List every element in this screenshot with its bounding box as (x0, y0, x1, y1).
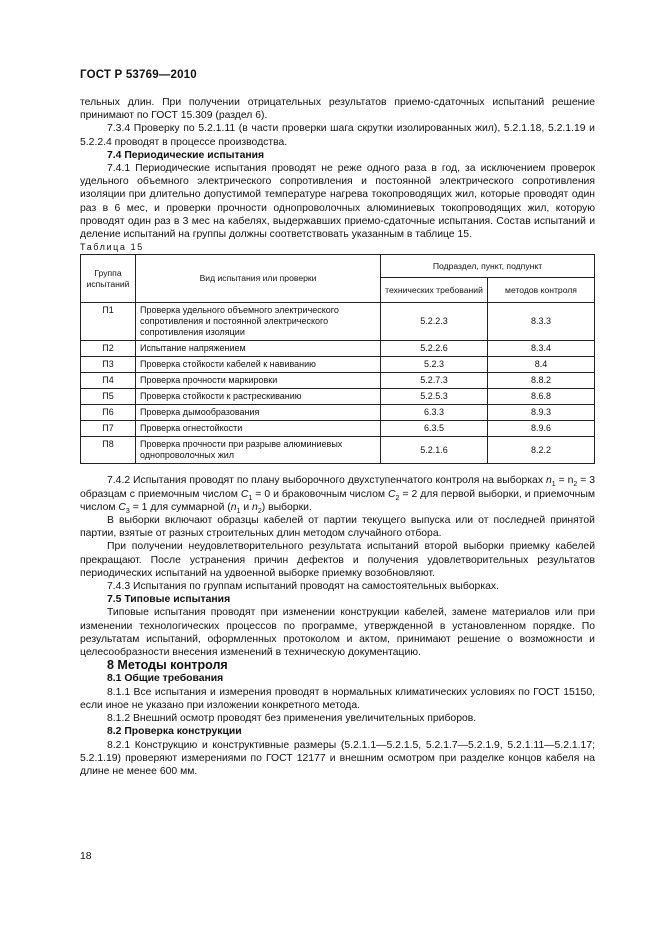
paragraph-7-3-4: 7.3.4 Проверку по 5.2.1.11 (в части проверки шага скрутки изолированных жил), 5.2.1.18, 5.2.1.19 и 5.2.2.4 проводят в процессе производства. (80, 123, 595, 148)
cell-method: 8.9.6 (488, 421, 595, 437)
cell-group: П6 (81, 405, 136, 421)
cell-group: П8 (81, 437, 136, 464)
cell-group: П1 (81, 303, 136, 341)
table-row (81, 341, 595, 357)
table-row (81, 373, 595, 389)
cell-tech: 5.2.3 (381, 357, 488, 373)
cell-method: 8.6.8 (488, 389, 595, 405)
paragraph-8-2-1: 8.2.1 Конструкцию и конструктивные размеры (5.2.1.1—5.2.1.5, 5.2.1.7—5.2.1.9, 5.2.1.11—5.2.1.17; 5.2.1.19) проверяют измерениями по ГОСТ 12177 и внешним осмотром при разделке концов кабеля на длине не менее 600 мм. (80, 739, 595, 777)
cell-group: П7 (81, 421, 136, 437)
table-row (81, 389, 595, 405)
cell-tech: 5.2.7.3 (381, 373, 488, 389)
table-row (81, 437, 595, 464)
col-header-group: Группа испытаний (81, 255, 136, 303)
cell-name: Проверка удельного объемного электрического сопротивления и постоянной электрического сопротивления изоляции (136, 303, 381, 341)
cell-tech: 5.2.5.3 (381, 389, 488, 405)
heading-7-5: 7.5 Типовые испытания (107, 594, 231, 606)
cell-group: П2 (81, 341, 136, 357)
heading-8-1: 8.1 Общие требования (107, 673, 224, 685)
cell-tech: 5.2.1.6 (381, 437, 488, 464)
table-row (81, 303, 595, 341)
page-content (80, 96, 595, 778)
paragraph-8-1-1: 8.1.1 Все испытания и измерения проводят в нормальных климатических условиях по ГОСТ 15150, если иное не указано при изложении конкретного метода. (80, 686, 595, 711)
cell-name: Проверка дымообразования (136, 405, 381, 421)
table-caption: Таблица 15 (80, 242, 144, 253)
paragraph-continuation: тельных длин. При получении отрицательных результатов приемо-сдаточных испытаний решение принимают по ГОСТ 15.309 (раздел 6). (80, 97, 595, 122)
cell-name: Проверка прочности маркировки (136, 373, 381, 389)
cell-method: 8.3.3 (488, 303, 595, 341)
col-header-methods: методов контроля (488, 278, 595, 303)
heading-7-4: 7.4 Периодические испытания (107, 149, 265, 161)
cell-method: 8.8.2 (488, 373, 595, 389)
col-header-ref: Подраздел, пункт, подпункт (381, 255, 595, 278)
paragraph-7-4-2: 7.4.2 Испытания проводят по плану выборочного двухступенчатого контроля на выборках $n_1 = n_2 = 3$ образцам с приемочным числом $C_1 = 0$ и браковочным числом $C_2 = 2$ для первой выборки, и приемочным числом $C_3 = 1$ для суммарной ($n_1$ и $n_2$) выборки. (80, 475, 596, 515)
table-row (81, 405, 595, 421)
paragraph-failure: При получении неудовлетворительного результата испытаний второй выборки приемку кабелей прекращают. После устранения причин дефектов и получения удовлетворительных результатов периодических испытаний на удвоенной выборке приемку возобновляют. (80, 541, 595, 579)
cell-group: П3 (81, 357, 136, 373)
paragraph-8-1-2: 8.1.2 Внешний осмотр проводят без применения увеличительных приборов. (107, 713, 477, 725)
cell-name: Проверка огнестойкости (136, 421, 381, 437)
table-row (81, 421, 595, 437)
paragraph-sample-inclusion: В выборки включают образцы кабелей от партии текущего выпуска или от последней принятой партии, взятые от разных строительных длин методом случайного отбора. (80, 515, 595, 540)
paragraph-7-5: Типовые испытания проводят при изменении конструкции кабелей, замене материалов или при изменении технологических процессов по программе, утвержденной в установленном порядке. По результатам испытаний, оформленных протоколом и актом, принимают решение о возможности и целесообразности внесения изменений в техническую документацию. (80, 607, 595, 659)
paragraph-7-4-3: 7.4.3 Испытания по группам испытаний проводят на самостоятельных выборках. (107, 581, 499, 593)
cell-tech: 5.2.2.3 (381, 303, 488, 341)
cell-name: Испытание напряжением (136, 341, 381, 357)
document-header: ГОСТ Р 53769—2010 (80, 69, 197, 81)
col-header-tech: технических требований (381, 278, 488, 303)
col-header-kind: Вид испытания или проверки (136, 255, 381, 303)
cell-name: Проверка стойкости к растрескиванию (136, 389, 381, 405)
cell-tech: 5.2.2.6 (381, 341, 488, 357)
chapter-8-title: 8 Методы контроля (107, 658, 228, 673)
cell-method: 8.9.3 (488, 405, 595, 421)
cell-tech: 6.3.5 (381, 421, 488, 437)
cell-group: П5 (81, 389, 136, 405)
page-number: 18 (80, 851, 92, 862)
cell-name: Проверка прочности при разрыве алюминиевых однопроволочных жил (136, 437, 381, 464)
paragraph-7-4-1: 7.4.1 Периодические испытания проводят не реже одного раза в год, за исключением проверок удельного объемного электрического сопротивления и постоянной электрического сопротивления изоляции при длительно допустимой температуре нагрева токопроводящих жил, которые проводят один раз в 6 мес, и проверки прочности однопроволочных алюминиевых токопроводящих жил, которую проводят один раз в 3 мес на кабелях, выдержавших приемо-сдаточные испытания. Состав испытаний и деление испытаний на группы должны соответствовать указанным в таблице 15. (80, 163, 595, 241)
table-15 (80, 254, 595, 464)
cell-method: 8.2.2 (488, 437, 595, 464)
cell-group: П4 (81, 373, 136, 389)
cell-name: Проверка стойкости кабелей к навиванию (136, 357, 381, 373)
cell-method: 8.3.4 (488, 341, 595, 357)
table-row (81, 357, 595, 373)
cell-tech: 6.3.3 (381, 405, 488, 421)
cell-method: 8.4 (488, 357, 595, 373)
heading-8-2: 8.2 Проверка конструкции (107, 726, 242, 738)
